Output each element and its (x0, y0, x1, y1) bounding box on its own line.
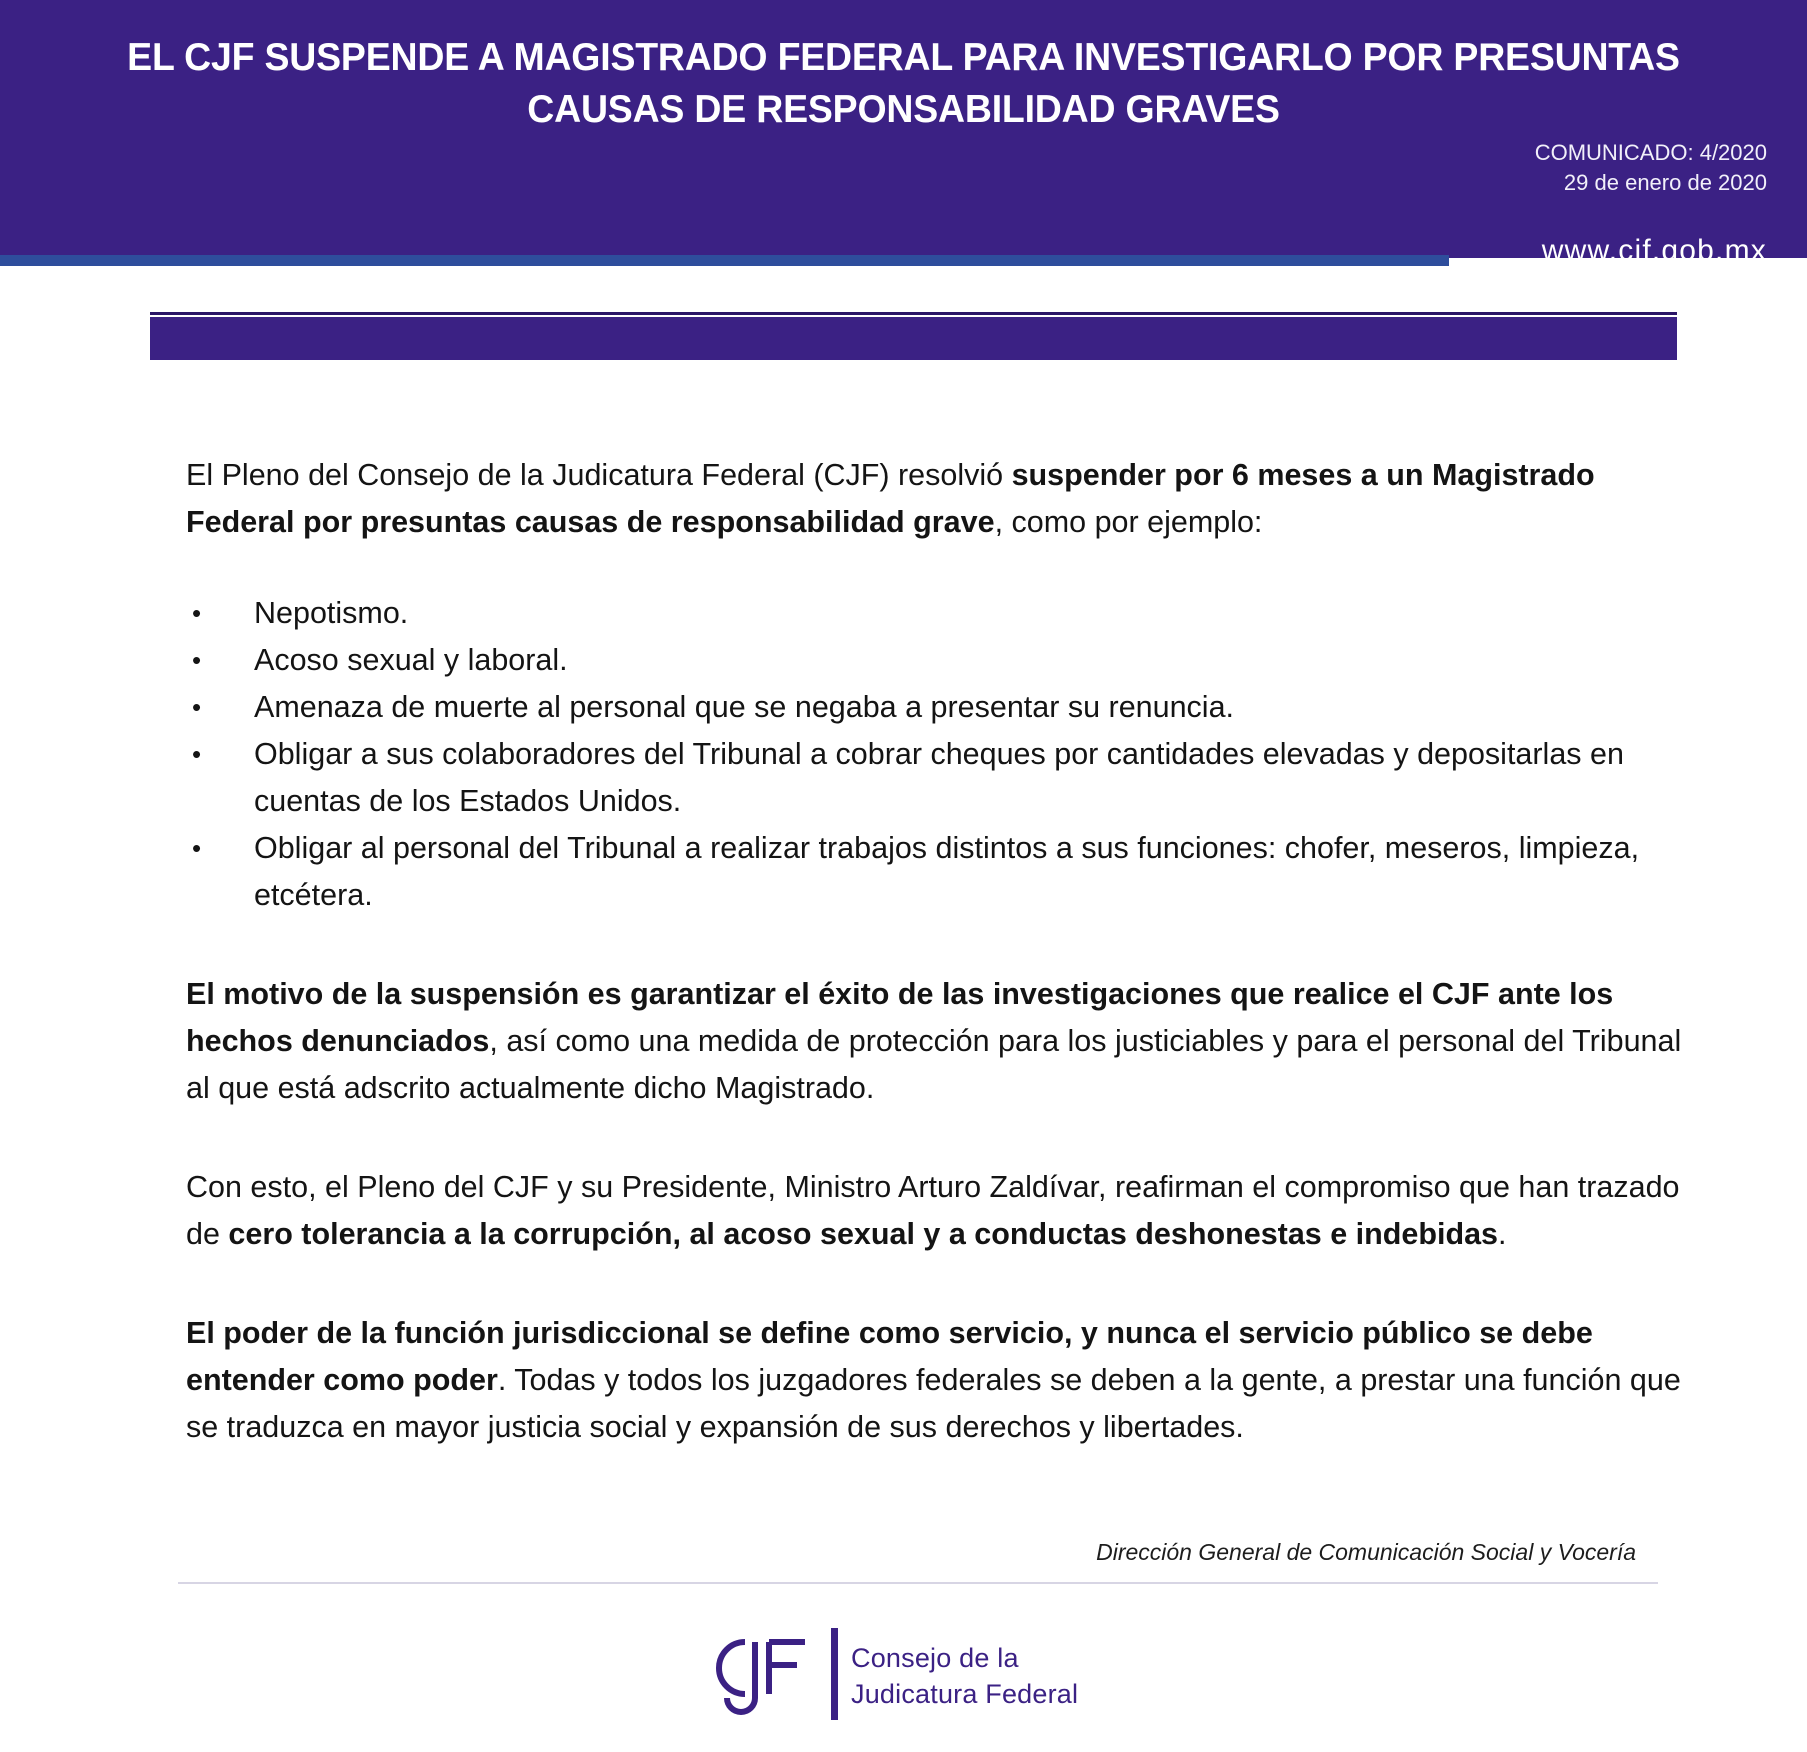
list-item (186, 825, 1686, 919)
list-item-label: Obligar a sus colaboradores del Tribunal a cobrar cheques por cantidades elevadas y depositarlas en cuentas de los Estados Unidos. (254, 737, 1624, 818)
bullet-icon: • (192, 739, 202, 769)
logo-wordmark (851, 1640, 1078, 1712)
intro-paragraph (186, 452, 1686, 546)
intro-text-a: El Pleno del Consejo de la Judicatura Federal (CJF) resolvió (186, 458, 1012, 492)
band-block (150, 317, 1677, 360)
cjf-logo (683, 1620, 1123, 1732)
compromiso-plain-a: Con esto, el Pleno del CJF y su Presidente, Ministro Arturo Zaldívar, reafirman el compromiso que han trazado de (186, 1170, 1680, 1251)
website-url[interactable]: www.cjf.gob.mx (1541, 234, 1767, 267)
spacer (186, 1258, 1686, 1310)
publication-date: 29 de enero de 2020 (1563, 170, 1767, 195)
spacer (186, 919, 1686, 971)
list-item (186, 637, 1686, 684)
footer-divider (178, 1582, 1658, 1584)
motivo-paragraph (186, 971, 1686, 1112)
poder-bold: El poder de la función jurisdiccional se define como servicio, y nunca el servicio público se debe entender como poder (186, 1316, 1593, 1397)
band-top-rule (150, 312, 1677, 315)
attribution-line: Dirección General de Comunicación Social y Vocería (1096, 1539, 1636, 1565)
logo-line-2: Judicatura Federal (851, 1679, 1079, 1709)
list-item-label: Nepotismo. (254, 596, 409, 630)
compromiso-paragraph (186, 1164, 1686, 1258)
comunicado-number: COMUNICADO: 4/2020 (1534, 140, 1767, 165)
compromiso-bold: cero tolerancia a la corrupción, al acoso sexual y a conductas deshonestas e indebidas (228, 1217, 1499, 1251)
logo-line-1: Consejo de la (851, 1643, 1019, 1673)
list-item-label: Acoso sexual y laboral. (254, 643, 568, 677)
compromiso-plain-b: . (1498, 1217, 1507, 1251)
spacer (186, 1112, 1686, 1164)
bullet-icon: • (192, 692, 202, 722)
poder-paragraph (186, 1310, 1686, 1451)
header-meta (1535, 138, 1767, 198)
page-title: EL CJF SUSPENDE A MAGISTRADO FEDERAL PARA INVESTIGARLO POR PRESUNTAS CAUSAS DE RESPONSABILIDAD GRAVES (127, 36, 1680, 131)
purple-band (150, 312, 1677, 360)
bullet-icon: • (192, 833, 202, 863)
spacer (186, 546, 1686, 590)
document-body (186, 452, 1686, 1451)
intro-text-bold: suspender por 6 meses a un Magistrado Federal por presuntas causas de responsabilidad grave (186, 458, 1595, 539)
causes-list (186, 590, 1686, 919)
list-item (186, 731, 1686, 825)
list-item (186, 684, 1686, 731)
list-item-label: Obligar al personal del Tribunal a realizar trabajos distintos a sus funciones: chofer, meseros, limpieza, etcétera. (254, 831, 1640, 912)
bullet-icon: • (192, 598, 202, 628)
header-accent-line (0, 255, 1449, 266)
motivo-bold: El motivo de la suspensión es garantizar el éxito de las investigaciones que realice el CJF ante los hechos denunciados (186, 977, 1614, 1058)
bullet-icon: • (192, 645, 202, 675)
poder-plain: . Todas y todos los juzgadores federales se deben a la gente, a prestar una función que se traduzca en mayor justicia social y expansión de sus derechos y libertades. (186, 1363, 1681, 1444)
list-item-label: Amenaza de muerte al personal que se negaba a presentar su renuncia. (254, 690, 1235, 724)
motivo-plain: , así como una medida de protección para los justiciables y para el personal del Tribunal al que está adscrito actualmente dicho Magistrado. (186, 1024, 1682, 1105)
list-item (186, 590, 1686, 637)
document-header (0, 0, 1807, 267)
intro-text-b: , como por ejemplo: (994, 505, 1263, 539)
